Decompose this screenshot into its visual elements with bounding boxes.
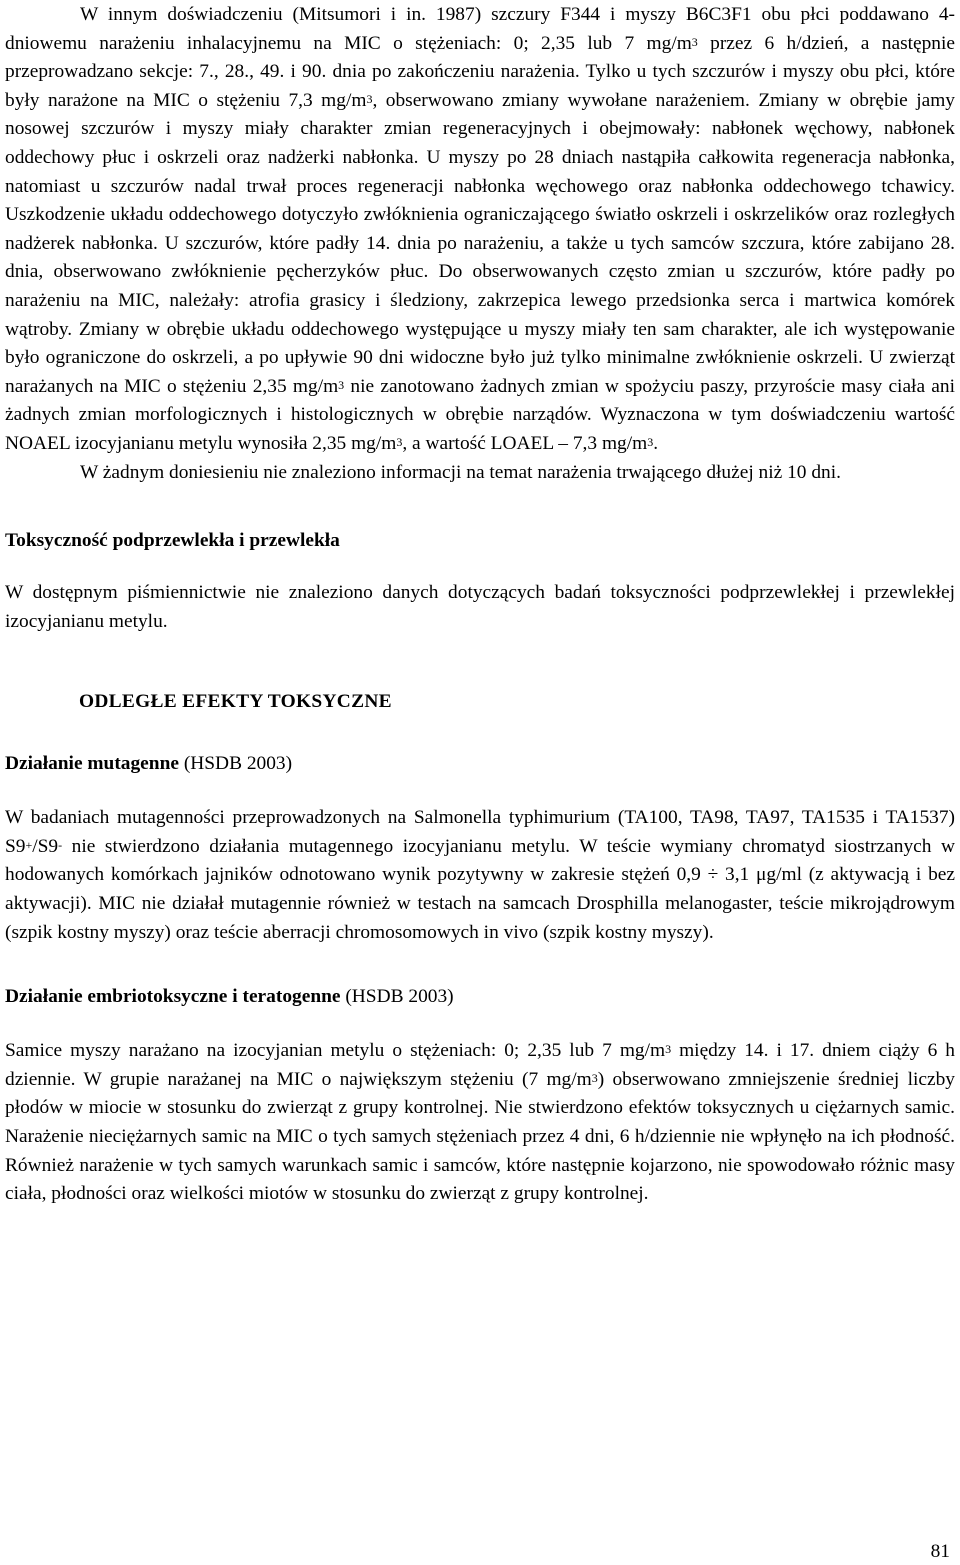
text-run: /S9 bbox=[32, 835, 59, 857]
page-number: 81 bbox=[930, 1541, 950, 1562]
heading-text: Toksyczność podprzewlekła i przewlekła bbox=[5, 530, 340, 552]
superscript: 3 bbox=[396, 434, 403, 449]
paragraph-no-long-exposure: W żadnym doniesieniu nie znaleziono informacji na temat narażenia trwającego dłużej niż 10 dni. bbox=[80, 461, 841, 483]
heading-remote-toxic-effects: ODLEGŁE EFEKTY TOKSYCZNE bbox=[79, 691, 392, 713]
superscript: - bbox=[58, 837, 63, 852]
heading-text: Działanie embriotoksyczne i teratogenne bbox=[5, 986, 341, 1008]
superscript: 3 bbox=[338, 377, 345, 392]
heading-subchronic-toxicity bbox=[5, 527, 955, 555]
text-run: . bbox=[653, 432, 659, 454]
superscript: 3 bbox=[665, 1042, 672, 1057]
text-run: W innym doświadczeniu (Mitsumori i in. 1987) szczury F344 i myszy B6C3F1 obu płci poddawano 4-dniowemu narażeniu inhalacyjnemu na MIC o stężeniach: 0; 2,35 lub 7 mg/m bbox=[5, 4, 955, 54]
text-run: przez 6 h/dzień, a następnie przeprowadzano sekcje: 7., 28., 49. i 90. dnia po zakończeniu narażenia. Tylko u tych szczurów i myszy obu płci, które były narażone na MIC o stężeniu 7,3 mg/m bbox=[5, 32, 956, 111]
heading-reference: (HSDB 2003) bbox=[340, 986, 454, 1008]
text-run: nie stwierdzono działania mutagennego izocyjanianu metylu. W teście wymiany chromatyd siostrzanych w hodowanych komórkach jajników odnotowano wynik pozytywny w zakresie stężeń 0,9 ÷ 3,1 μg/ml (z aktywacją i bez aktywacji). MIC nie działał mutagennie również w testach na samcach Drosphilla melanogaster, teście mikrojądrowym (szpik kostny myszy) oraz teście aberracji chromosomowych in vivo (szpik kostny myszy). bbox=[5, 835, 955, 943]
document-page bbox=[5, 0, 955, 1209]
heading-mutagenic-effect bbox=[5, 750, 955, 778]
paragraph-mutagenic-effect bbox=[5, 804, 955, 947]
paragraph-subchronic-toxicity: W dostępnym piśmiennictwie nie znaleziono danych dotyczących badań toksyczności podprzewlekłej i przewlekłej izocyjanianu metylu. bbox=[5, 582, 955, 632]
heading-reference: (HSDB 2003) bbox=[178, 753, 293, 775]
superscript: 3 bbox=[366, 91, 373, 106]
text-run: , a wartość LOAEL – 7,3 mg/m bbox=[402, 432, 648, 454]
paragraph-mitsumori-study bbox=[5, 1, 955, 459]
paragraph-embryotoxic-effect bbox=[5, 1037, 955, 1209]
heading-text: Działanie mutagenne bbox=[5, 753, 179, 775]
text-run: , obserwowano zmiany wywołane narażeniem. Zmiany w obrębie jamy nosowej szczurów i myszy miały charakter zmian regeneracyjnych i obejmowały: nabłonek węchowy, nabłonek oddechowy płuc i oskrzeli oraz nadżerki nabłonka. U myszy po 28 dniach nastąpiła całkowita regeneracja nabłonka, natomiast u szczurów nadal trwał proces regeneracji nabłonka węchowego oraz nabłonka oddechowego tchawicy. Uszkodzenie układu oddechowego dotyczyło zwłóknienia ograniczającego światło oskrzeli i oskrzelików oraz rozległych nadżerek nabłonka. U szczurów, które padły 14. dnia po narażeniu, a także u tych samców szczura, które zabijano 28. dnia, obserwowano zwłóknienie pęcherzyków płuc. Do obserwowanych często zmian u szczurów, które padły po narażeniu na MIC, należały: atrofia grasicy i śledziony, zakrzepica lewego przedsionka serca i martwica komórek wątroby. Zmiany w obrębie układu oddechowego występujące u myszy miały ten sam charakter, ale ich występowanie było ograniczone do oskrzeli, a po upływie 90 dni widoczne było już tylko minimalne zwłóknienie oskrzeli. U zwierząt narażanych na MIC o stężeniu 2,35 mg/m bbox=[5, 89, 955, 397]
superscript: 3 bbox=[591, 1070, 598, 1085]
text-run: nie zanotowano żadnych zmian w spożyciu paszy, przyroście masy ciała ani żadnych zmian morfologicznych i histologicznych w obrębie narządów. Wyznaczona w tym doświadczeniu wartość NOAEL izocyjanianu metylu wynosiła 2,35 mg/m bbox=[5, 375, 955, 454]
text-run: między 14. i 17. dniem ciąży 6 h dziennie. W grupie narażanej na MIC o największym stężeniu (7 mg/m bbox=[5, 1040, 955, 1090]
text-run: Samice myszy narażano na izocyjanian metylu o stężeniach: 0; 2,35 lub 7 mg/m bbox=[5, 1040, 666, 1062]
text-run: W badaniach mutagenności przeprowadzonych na Salmonella typhimurium (TA100, TA98, TA97, TA1535 i TA1537) S9 bbox=[5, 807, 955, 857]
superscript: 3 bbox=[691, 34, 698, 49]
heading-embryotoxic-effect bbox=[5, 983, 955, 1011]
superscript: 3 bbox=[647, 434, 654, 449]
text-run: ) obserwowano zmniejszenie średniej liczby płodów w miocie w stosunku do zwierząt z grupy kontrolnej. Nie stwierdzono efektów toksycznych u ciężarnych samic. Narażenie nieciężarnych samic na MIC o tych samych stężeniach przez 4 dni, 6 h/dziennie nie wpłynęło na ich płodność. Również narażenie w tych samych warunkach samic i samców, które następnie kojarzono, nie spowodowało różnic masy ciała, płodności oraz wielkości miotów w stosunku do zwierząt z grupy kontrolnej. bbox=[5, 1068, 955, 1205]
superscript: + bbox=[25, 837, 33, 852]
